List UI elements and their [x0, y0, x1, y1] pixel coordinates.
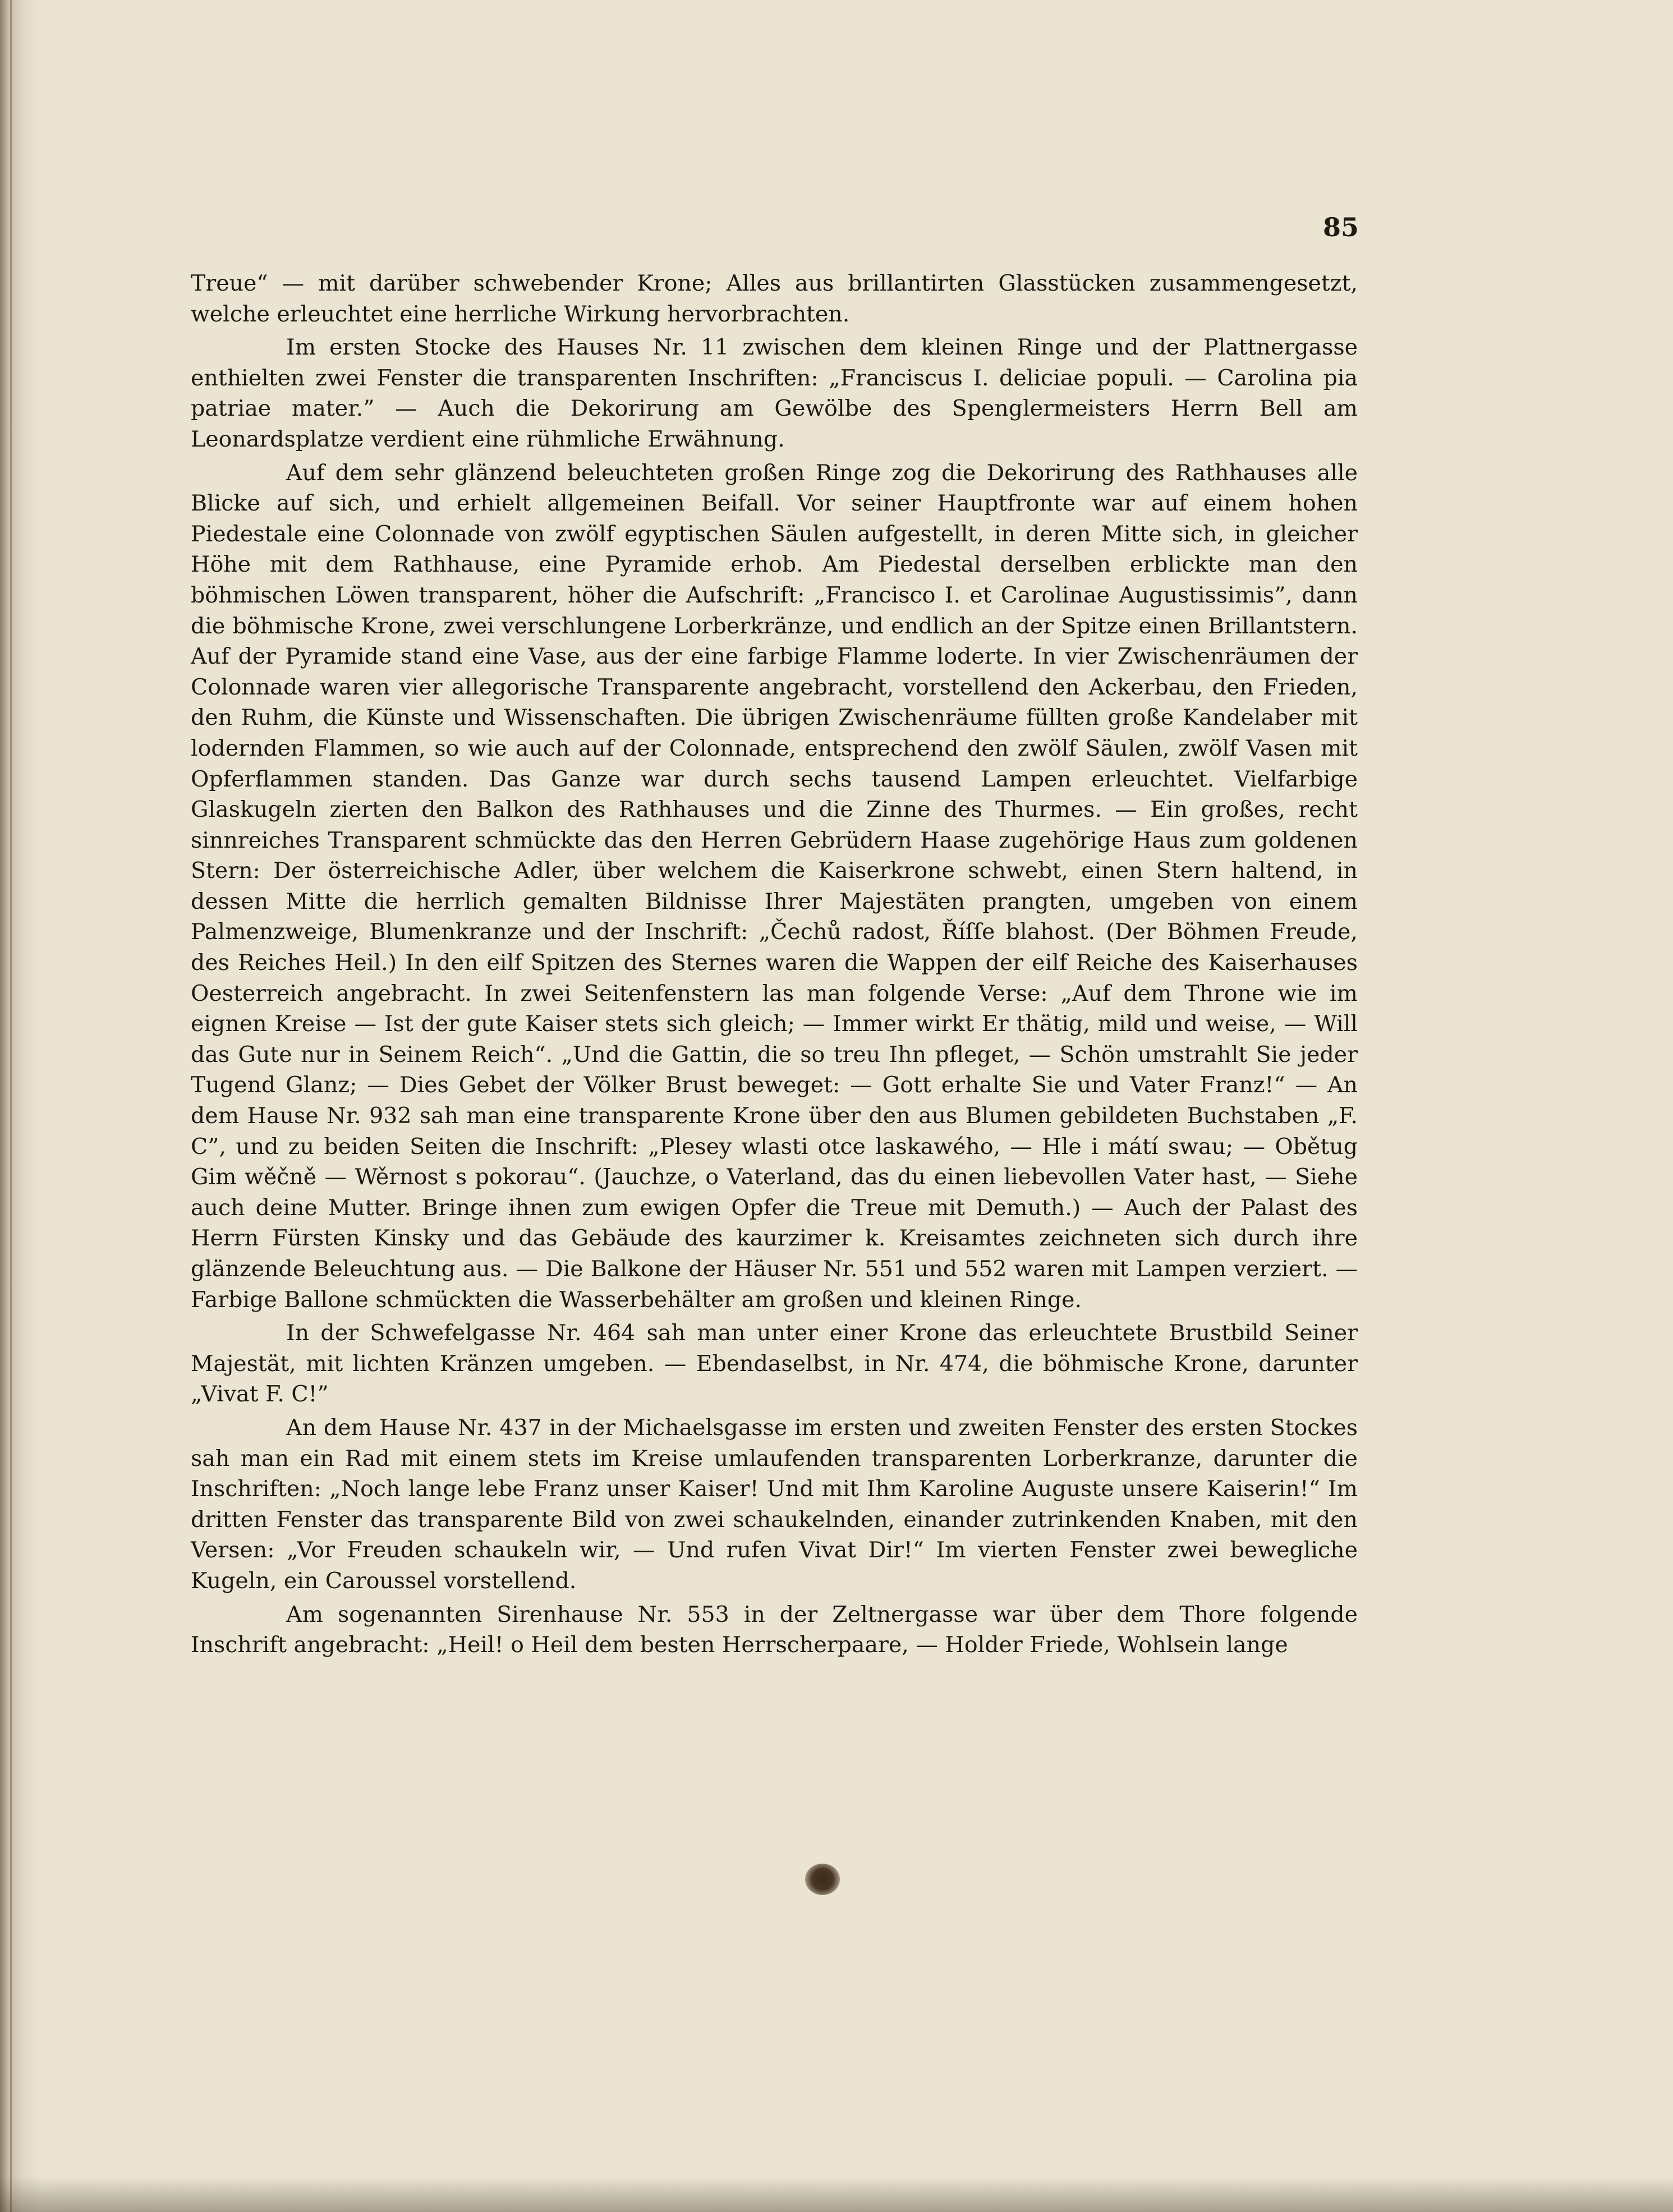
ink-blot [805, 1864, 840, 1895]
paragraph-3: Auf dem sehr glänzend beleuchteten großen Ringe zog die Dekorirung des Rathhauses alle Blicke auf sich, und erhielt allgemeinen Beifall. Vor seiner Hauptfronte war auf einem hohen Piedestale eine Colonnade von zwölf egyptischen Säulen aufgestellt, in deren Mitte sich, in gleicher Höhe mit dem Rathhause, eine Pyramide erhob. Am Piedestal derselben erblickte man den böhmischen Löwen transparent, höher die Aufschrift: „Francisco I. et Carolinae Augustissimis”, dann die böhmische Krone, zwei verschlungene Lorberkränze, und endlich an der Spitze einen Brillantstern. Auf der Pyramide stand eine Vase, aus der eine farbige Flamme loderte. In vier Zwischenräumen der Colonnade waren vier allegorische Transparente angebracht, vorstellend den Ackerbau, den Frieden, den Ruhm, die Künste und Wissenschaften. Die übrigen Zwischenräume füllten große Kandelaber mit lodernden Flammen, so wie auch auf der Colonnade, entsprechend den zwölf Säulen, zwölf Vasen mit Opferflammen standen. Das Ganze war durch sechs tausend Lampen erleuchtet. Vielfarbige Glaskugeln zierten den Balkon des Rathhauses und die Zinne des Thurmes. — Ein großes, recht sinnreiches Transparent schmückte das den Herren Gebrüdern Haase zugehörige Haus zum goldenen Stern: Der österreichische Adler, über welchem die Kaiserkrone schwebt, einen Stern haltend, in dessen Mitte die herrlich gemalten Bildnisse Ihrer Majestäten prangten, umgeben von einem Palmenzweige, Blumenkranze und der Inschrift: „Čechů radost, Říſſe blahost. (Der Böhmen Freude, des Reiches Heil.) In den eilf Spitzen des Sternes waren die Wappen der eilf Reiche des Kaiserhauses Oesterreich angebracht. In zwei Seitenfenstern las man folgende Verse: „Auf dem Throne wie im eignen Kreise — Ist der gute Kaiser stets sich gleich; — Immer wirkt Er thätig, mild und weise, — Will das Gute nur in Seinem Reich“. „Und die Gattin, die so treu Ihn pfleget, — Schön umstrahlt Sie jeder Tugend Glanz; — Dies Gebet der Völker Brust beweget: — Gott erhalte Sie und Vater Franz!“ — An dem Hause Nr. 932 sah man eine transparente Krone über den aus Blumen gebildeten Buchstaben „F. C”, und zu beiden Seiten die Inschrift: „Plesey wlasti otce laskawého, — Hle i mátí swau; — Obětug Gim wěčně — Wěrnost s pokorau“. (Jauchze, o Vaterland, das du einen liebevollen Vater hast, — Siehe auch deine Mutter. Bringe ihnen zum ewigen Opfer die Treue mit Demuth.) — Auch der Palast des Herrn Fürsten Kinsky und das Gebäude des kaurzimer k. Kreisamtes zeichneten sich durch ihre glänzende Beleuchtung aus. — Die Balkone der Häuser Nr. 551 und 552 waren mit Lampen verziert. — Farbige Ballone schmückten die Wasserbehälter am großen und kleinen Ringe. [191, 459, 1358, 1313]
paragraph-5: An dem Hause Nr. 437 in der Michaelsgasse im ersten und zweiten Fenster des ersten Stockes sah man ein Rad mit einem stets im Kreise umlaufenden transparenten Lorberkranze, darunter die Inschriften: „Noch lange lebe Franz unser Kaiser! Und mit Ihm Karoline Auguste unsere Kaiserin!“ Im dritten Fenster das transparente Bild von zwei schaukelnden, einander zutrinkenden Knaben, mit den Versen: „Vor Freuden schaukeln wir, — Und rufen Vivat Dir!“ Im vierten Fenster zwei bewegliche Kugeln, ein Caroussel vorstellend. [191, 1414, 1358, 1594]
paragraph-6: Am sogenannten Sirenhause Nr. 553 in der Zeltnergasse war über dem Thore folgende Inschrift angebracht: „Heil! o Heil dem besten Herrscherpaare, — Holder Friede, Wohlsein lange [191, 1601, 1358, 1658]
paragraph-4: In der Schwefelgasse Nr. 464 sah man unter einer Krone das erleuchtete Brustbild Seiner Majestät, mit lichten Kränzen umgeben. — Ebendaselbst, in Nr. 474, die böhmische Krone, darunter „Vivat F. C!” [191, 1320, 1358, 1408]
page-spine-shadow [10, 0, 12, 2212]
paragraph-1: Treue“ — mit darüber schwebender Krone; Alles aus brillantirten Glasstücken zusammengesetzt, welche erleuchtet eine herrliche Wirkung hervorbrachten. [191, 270, 1358, 327]
paragraph-2: Im ersten Stocke des Hauses Nr. 11 zwischen dem kleinen Ringe und der Plattnergasse enthielten zwei Fenster die transparenten Inschriften: „Franciscus I. deliciae populi. — Carolina pia patriae mater.” — Auch die Dekorirung am Gewölbe des Spenglermeisters Herrn Bell am Leonardsplatze verdient eine rühmliche Erwähnung. [191, 334, 1358, 452]
body-text [191, 268, 1358, 1663]
page-number: 85 [1322, 212, 1359, 242]
